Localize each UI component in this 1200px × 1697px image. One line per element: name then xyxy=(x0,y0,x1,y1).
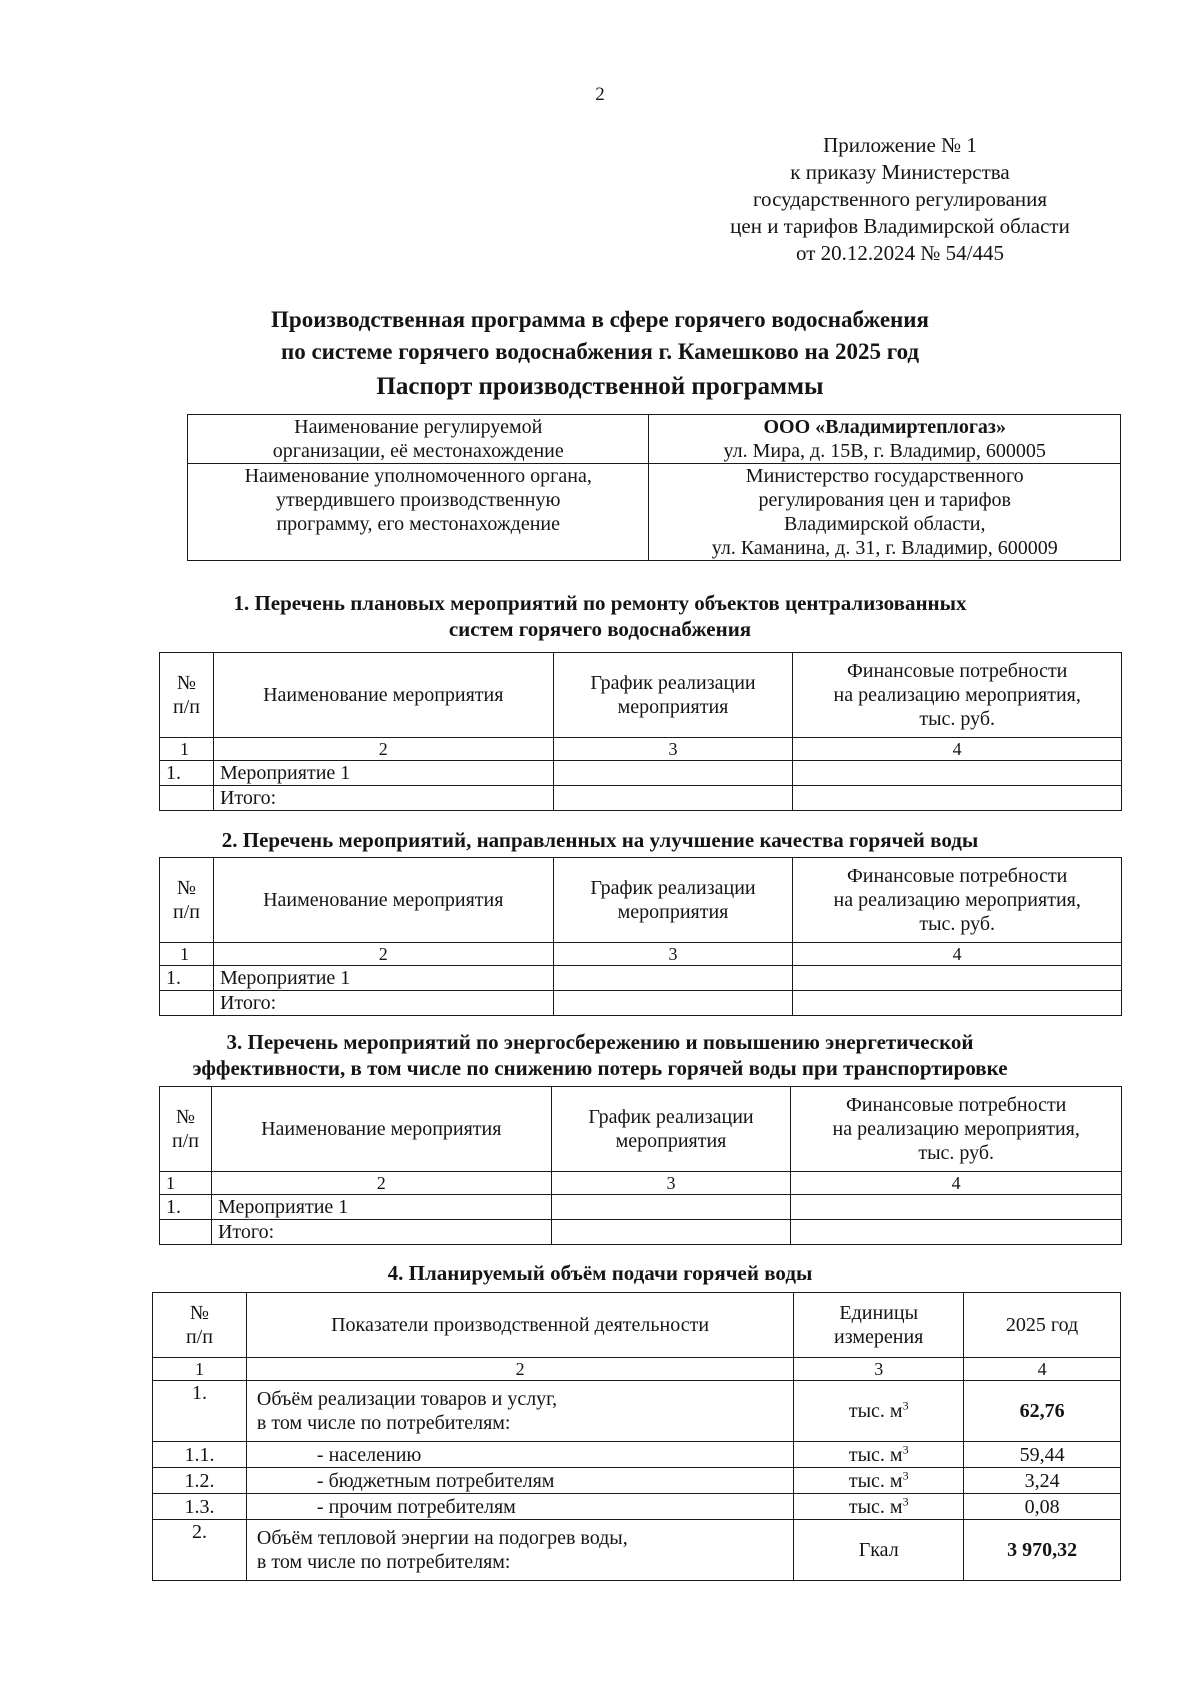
header-no-pp: п/п xyxy=(185,1326,213,1348)
event-finance xyxy=(791,1195,1122,1220)
section-2-title-line-1: 2. Перечень мероприятий, направленных на улучшение качества горячей воды xyxy=(221,828,979,852)
passport-title: Паспорт производственной программы xyxy=(376,373,824,400)
header-no-sign: № xyxy=(176,877,197,899)
table-header-row xyxy=(160,858,1122,943)
event-finance xyxy=(793,966,1122,991)
col-number-1: 1 xyxy=(160,943,214,966)
column-number-row xyxy=(160,1172,1122,1195)
header-schedule xyxy=(551,1087,791,1172)
header-indicators: Показатели производственной деятельности xyxy=(246,1293,793,1358)
header-no xyxy=(160,1087,212,1172)
header-no xyxy=(153,1293,247,1358)
total-number xyxy=(160,991,214,1016)
header-finance-line-1: Финансовые потребности xyxy=(845,1094,1067,1116)
passport-org-label-line-1: Наименование регулируемой xyxy=(294,416,543,438)
section-1-title-line-2: систем горячего водоснабжения xyxy=(448,617,752,641)
unit-superscript: 3 xyxy=(902,1398,909,1413)
header-no-sign: № xyxy=(176,672,197,694)
row-indicator-line-1: Объём тепловой энергии на подогрев воды, xyxy=(256,1527,628,1549)
col-number-4: 4 xyxy=(791,1172,1122,1195)
event-name: Мероприятие 1 xyxy=(211,1195,551,1220)
total-label: Итого: xyxy=(211,1220,551,1245)
passport-authority-line-4: ул. Каманина, д. 31, г. Владимир, 600009 xyxy=(711,537,1058,559)
row-value: 3 970,32 xyxy=(964,1520,1121,1581)
row-indicator: - бюджетным потребителям xyxy=(246,1468,793,1494)
col-number-1: 1 xyxy=(160,738,214,761)
row-number: 1. xyxy=(153,1381,247,1442)
row-number: 2. xyxy=(153,1520,247,1581)
row-indicator-line-1: Объём реализации товаров и услуг, xyxy=(256,1388,558,1410)
appendix-line-4: цен и тарифов Владимирской области xyxy=(730,214,1070,238)
row-unit: Гкал xyxy=(794,1520,964,1581)
col-number-4: 4 xyxy=(793,943,1122,966)
event-number: 1. xyxy=(160,761,214,786)
passport-authority-label xyxy=(188,464,649,561)
header-finance-line-1: Финансовые потребности xyxy=(846,865,1068,887)
section-4-table xyxy=(152,1292,1121,1581)
header-schedule-line-1: График реализации xyxy=(590,672,756,694)
table-row xyxy=(153,1381,1121,1442)
passport-authority-line-2: регулирования цен и тарифов xyxy=(758,489,1011,511)
section-3-table xyxy=(159,1086,1122,1245)
header-event-name: Наименование мероприятия xyxy=(213,653,553,738)
event-number: 1. xyxy=(160,966,214,991)
total-number xyxy=(160,786,214,811)
row-value: 62,76 xyxy=(964,1381,1121,1442)
col-number-1: 1 xyxy=(160,1172,212,1195)
unit-label: тыс. м xyxy=(848,1400,903,1422)
passport-authority-value xyxy=(649,464,1121,561)
section-3-title-line-1: 3. Перечень мероприятий по энергосбережению и повышению энергетической xyxy=(226,1030,974,1054)
header-no-sign: № xyxy=(175,1106,196,1128)
passport-org-name: ООО «Владимиртеплогаз» xyxy=(763,416,1006,438)
section-1-title-line-1: 1. Перечень плановых мероприятий по ремонту объектов централизованных xyxy=(233,591,967,615)
event-name: Мероприятие 1 xyxy=(213,966,553,991)
header-finance-line-3: тыс. руб. xyxy=(918,1142,995,1164)
appendix-block xyxy=(640,132,1160,267)
section-4-title-line-1: 4. Планируемый объём подачи горячей воды xyxy=(387,1261,813,1285)
unit-superscript: 3 xyxy=(902,1493,909,1508)
event-schedule xyxy=(551,1195,791,1220)
page-number: 2 xyxy=(595,84,605,105)
total-schedule xyxy=(551,1220,791,1245)
section-1-table xyxy=(159,652,1122,811)
row-unit xyxy=(794,1468,964,1494)
col-number-2: 2 xyxy=(246,1358,793,1381)
total-row xyxy=(160,991,1122,1016)
header-no-pp: п/п xyxy=(172,696,200,718)
table-row xyxy=(160,966,1122,991)
total-number xyxy=(160,1220,212,1245)
total-schedule xyxy=(553,991,793,1016)
appendix-line-2: к приказу Министерства xyxy=(790,160,1010,184)
header-no xyxy=(160,858,214,943)
unit-label: тыс. м xyxy=(848,1495,903,1518)
row-indicator: - прочим потребителям xyxy=(246,1494,793,1520)
header-units-line-1: Единицы xyxy=(839,1302,919,1324)
col-number-2: 2 xyxy=(213,943,553,966)
header-finance xyxy=(793,858,1122,943)
event-finance xyxy=(793,761,1122,786)
passport-row-authority xyxy=(188,464,1121,561)
header-schedule-line-2: мероприятия xyxy=(617,901,729,923)
appendix-line-3: государственного регулирования xyxy=(752,187,1048,211)
header-no-pp: п/п xyxy=(172,901,200,923)
passport-org-label-line-2: организации, её местонахождение xyxy=(272,440,564,462)
document-title-line-2: по системе горячего водоснабжения г. Камешково на 2025 год xyxy=(280,339,920,364)
total-label: Итого: xyxy=(213,786,553,811)
header-finance-line-1: Финансовые потребности xyxy=(846,660,1068,682)
header-finance-line-2: на реализацию мероприятия, xyxy=(833,684,1081,706)
document-title-line-1: Производственная программа в сфере горячего водоснабжения xyxy=(271,307,929,332)
passport-org-value xyxy=(649,415,1121,464)
col-number-3: 3 xyxy=(553,738,793,761)
header-schedule-line-2: мероприятия xyxy=(615,1130,727,1152)
appendix-line-1: Приложение № 1 xyxy=(823,133,977,157)
passport-table xyxy=(187,414,1121,561)
passport-authority-label-line-3: программу, его местонахождение xyxy=(276,513,560,535)
total-row xyxy=(160,786,1122,811)
passport-org-label xyxy=(188,415,649,464)
passport-authority-label-line-2: утвердившего производственную xyxy=(276,489,561,511)
row-indicator xyxy=(246,1381,793,1442)
total-finance xyxy=(793,991,1122,1016)
header-no xyxy=(160,653,214,738)
row-unit xyxy=(794,1381,964,1442)
header-units xyxy=(794,1293,964,1358)
header-schedule-line-2: мероприятия xyxy=(617,696,729,718)
col-number-4: 4 xyxy=(964,1358,1121,1381)
total-finance xyxy=(791,1220,1122,1245)
header-event-name: Наименование мероприятия xyxy=(211,1087,551,1172)
table-row xyxy=(153,1442,1121,1468)
section-3-title xyxy=(0,1029,1200,1081)
event-number: 1. xyxy=(160,1195,212,1220)
row-number: 1.1. xyxy=(153,1442,247,1468)
row-number: 1.3. xyxy=(153,1494,247,1520)
event-schedule xyxy=(553,966,793,991)
row-unit xyxy=(794,1494,964,1520)
table-row xyxy=(153,1520,1121,1581)
header-units-line-2: измерения xyxy=(834,1326,924,1348)
header-schedule xyxy=(553,858,793,943)
unit-label: тыс. м xyxy=(848,1469,903,1492)
header-finance-line-2: на реализацию мероприятия, xyxy=(832,1118,1080,1140)
header-no-pp: п/п xyxy=(171,1130,199,1152)
section-3-title-line-2: эффективности, в том числе по снижению потерь горячей воды при транспортировке xyxy=(192,1056,1008,1080)
total-finance xyxy=(793,786,1122,811)
passport-authority-line-1: Министерство государственного xyxy=(745,465,1024,487)
header-schedule xyxy=(553,653,793,738)
row-value: 59,44 xyxy=(964,1442,1121,1468)
total-label: Итого: xyxy=(213,991,553,1016)
total-row xyxy=(160,1220,1122,1245)
header-event-name: Наименование мероприятия xyxy=(213,858,553,943)
col-number-3: 3 xyxy=(551,1172,791,1195)
unit-superscript: 3 xyxy=(902,1467,909,1482)
table-header-row xyxy=(160,653,1122,738)
header-finance-line-3: тыс. руб. xyxy=(919,913,996,935)
row-indicator xyxy=(246,1520,793,1581)
table-header-row xyxy=(160,1087,1122,1172)
row-indicator-line-2: в том числе по потребителям: xyxy=(256,1551,511,1573)
header-finance xyxy=(793,653,1122,738)
document-title xyxy=(0,304,1200,368)
row-number: 1.2. xyxy=(153,1468,247,1494)
column-number-row xyxy=(160,943,1122,966)
event-name: Мероприятие 1 xyxy=(213,761,553,786)
header-finance xyxy=(791,1087,1122,1172)
section-2-table xyxy=(159,857,1122,1016)
header-year: 2025 год xyxy=(964,1293,1121,1358)
unit-superscript: 3 xyxy=(902,1441,909,1456)
header-no-sign: № xyxy=(189,1302,209,1324)
event-schedule xyxy=(553,761,793,786)
col-number-4: 4 xyxy=(793,738,1122,761)
row-indicator: - населению xyxy=(246,1442,793,1468)
table-row xyxy=(153,1468,1121,1494)
total-schedule xyxy=(553,786,793,811)
column-number-row xyxy=(160,738,1122,761)
unit-label: тыс. м xyxy=(848,1443,903,1466)
table-row xyxy=(160,1195,1122,1220)
appendix-line-5: от 20.12.2024 № 54/445 xyxy=(795,241,1005,265)
passport-row-organization xyxy=(188,415,1121,464)
passport-authority-label-line-1: Наименование уполномоченного органа, xyxy=(244,465,592,487)
col-number-2: 2 xyxy=(211,1172,551,1195)
passport-org-address: ул. Мира, д. 15В, г. Владимир, 600005 xyxy=(723,440,1046,462)
col-number-3: 3 xyxy=(553,943,793,966)
row-indicator-line-2: в том числе по потребителям: xyxy=(256,1412,511,1434)
header-schedule-line-1: График реализации xyxy=(588,1106,754,1128)
header-schedule-line-1: График реализации xyxy=(590,877,756,899)
header-finance-line-2: на реализацию мероприятия, xyxy=(833,889,1081,911)
row-value: 3,24 xyxy=(964,1468,1121,1494)
section-4-title xyxy=(0,1260,1200,1286)
table-row xyxy=(153,1494,1121,1520)
col-number-2: 2 xyxy=(213,738,553,761)
column-number-row xyxy=(153,1358,1121,1381)
section-1-title xyxy=(0,590,1200,642)
passport-authority-line-3: Владимирской области, xyxy=(783,513,986,535)
row-value: 0,08 xyxy=(964,1494,1121,1520)
col-number-1: 1 xyxy=(153,1358,247,1381)
table-header-row xyxy=(153,1293,1121,1358)
col-number-3: 3 xyxy=(794,1358,964,1381)
header-finance-line-3: тыс. руб. xyxy=(919,708,996,730)
table-row xyxy=(160,761,1122,786)
section-2-title xyxy=(0,827,1200,853)
row-unit xyxy=(794,1442,964,1468)
